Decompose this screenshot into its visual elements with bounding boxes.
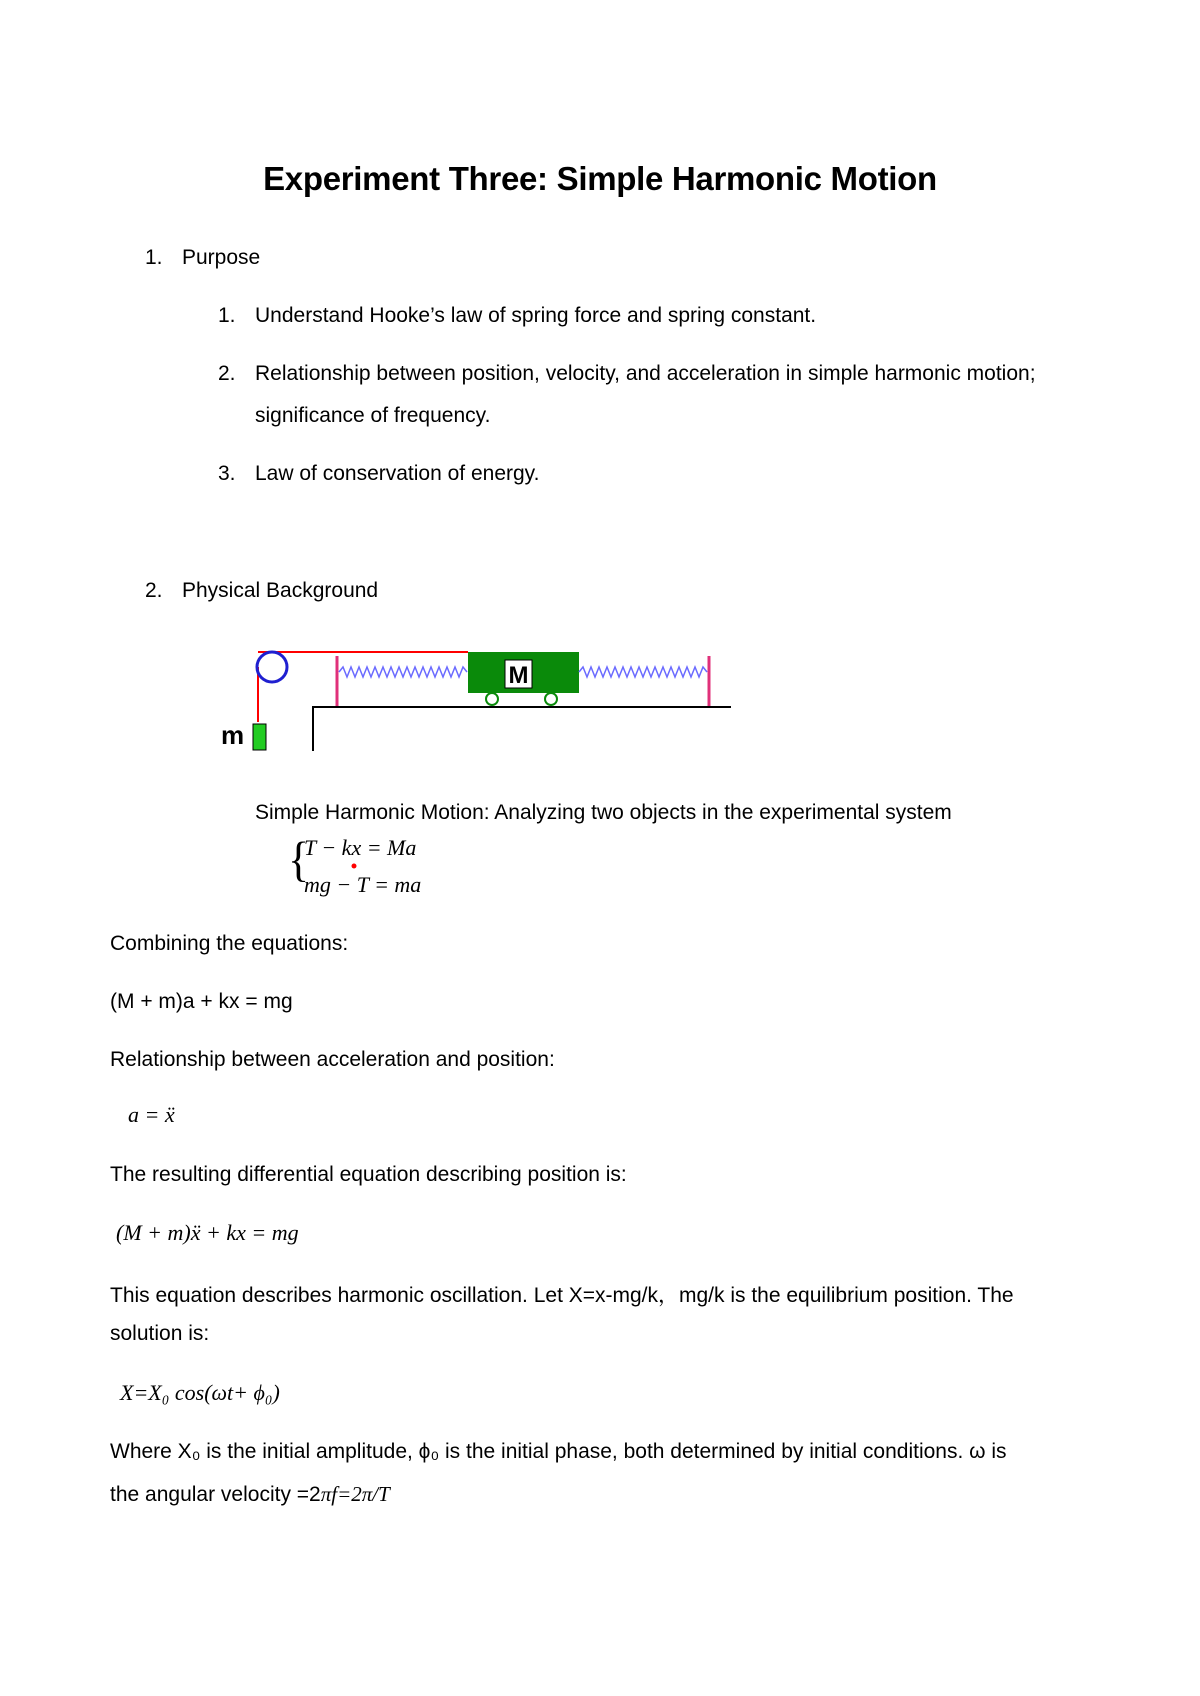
where-text-line-1: Where X₀ is the initial amplitude, ϕ₀ is the initial phase, both determined by initial conditions. ω is — [110, 1440, 1007, 1463]
left-spring — [339, 667, 467, 677]
block-label: M — [508, 662, 529, 689]
section1-number: 1. — [145, 246, 163, 269]
purpose-item-1-text: Understand Hooke’s law of spring force and spring constant. — [255, 304, 817, 327]
purpose-item-2-text: Relationship between position, velocity, and acceleration in simple harmonic motion; — [255, 362, 1036, 385]
wheel-left-icon — [486, 693, 498, 705]
acceleration-equation: a = ẍ — [128, 1102, 175, 1127]
section1-heading: Purpose — [182, 246, 261, 269]
where-text-line-2 — [110, 1482, 390, 1507]
purpose-item-3-text: Law of conservation of energy. — [255, 462, 540, 485]
hanging-mass-label: m — [221, 720, 245, 750]
solution-equation: X=X₀ cos(ωt+ ϕ₀) — [120, 1380, 280, 1405]
relationship-label: Relationship between acceleration and position: — [110, 1048, 555, 1071]
right-spring — [579, 667, 707, 677]
oscillation-text-line-2: solution is: — [110, 1322, 210, 1345]
differential-equation: (M + m)ẍ + kx = mg — [116, 1220, 299, 1245]
where-text-line-2-prefix: the angular velocity =2 — [110, 1483, 321, 1506]
wheel-right-icon — [545, 693, 557, 705]
oscillation-text-line-1: This equation describes harmonic oscillation. Let X=x-mg/k，mg/k is the equilibrium position. The — [110, 1284, 1014, 1307]
purpose-item-1-number: 1. — [218, 304, 236, 327]
system-brace: { — [288, 832, 310, 887]
where-text-line-2-math: πf=2π/T — [320, 1482, 390, 1506]
marker-dot — [350, 862, 358, 870]
purpose-item-2-number: 2. — [218, 362, 236, 385]
section2-heading: Physical Background — [182, 579, 379, 602]
resulting-label: The resulting differential equation describing position is: — [110, 1163, 627, 1186]
pulley-icon — [257, 652, 287, 682]
page-title: Experiment Three: Simple Harmonic Motion — [263, 160, 937, 197]
hanging-mass — [253, 724, 266, 750]
spring-mass-diagram — [0, 0, 1200, 800]
diagram-caption: Simple Harmonic Motion: Analyzing two objects in the experimental system — [255, 801, 952, 824]
system-equation-1: T − kx = Ma — [304, 835, 417, 860]
purpose-item-2-text-cont: significance of frequency. — [255, 404, 491, 427]
system-equation-2: mg − T = ma — [304, 872, 422, 897]
combining-label: Combining the equations: — [110, 932, 349, 955]
section2-number: 2. — [145, 579, 163, 602]
combined-equation: (M + m)a + kx = mg — [110, 990, 293, 1013]
purpose-item-3-number: 3. — [218, 462, 236, 485]
